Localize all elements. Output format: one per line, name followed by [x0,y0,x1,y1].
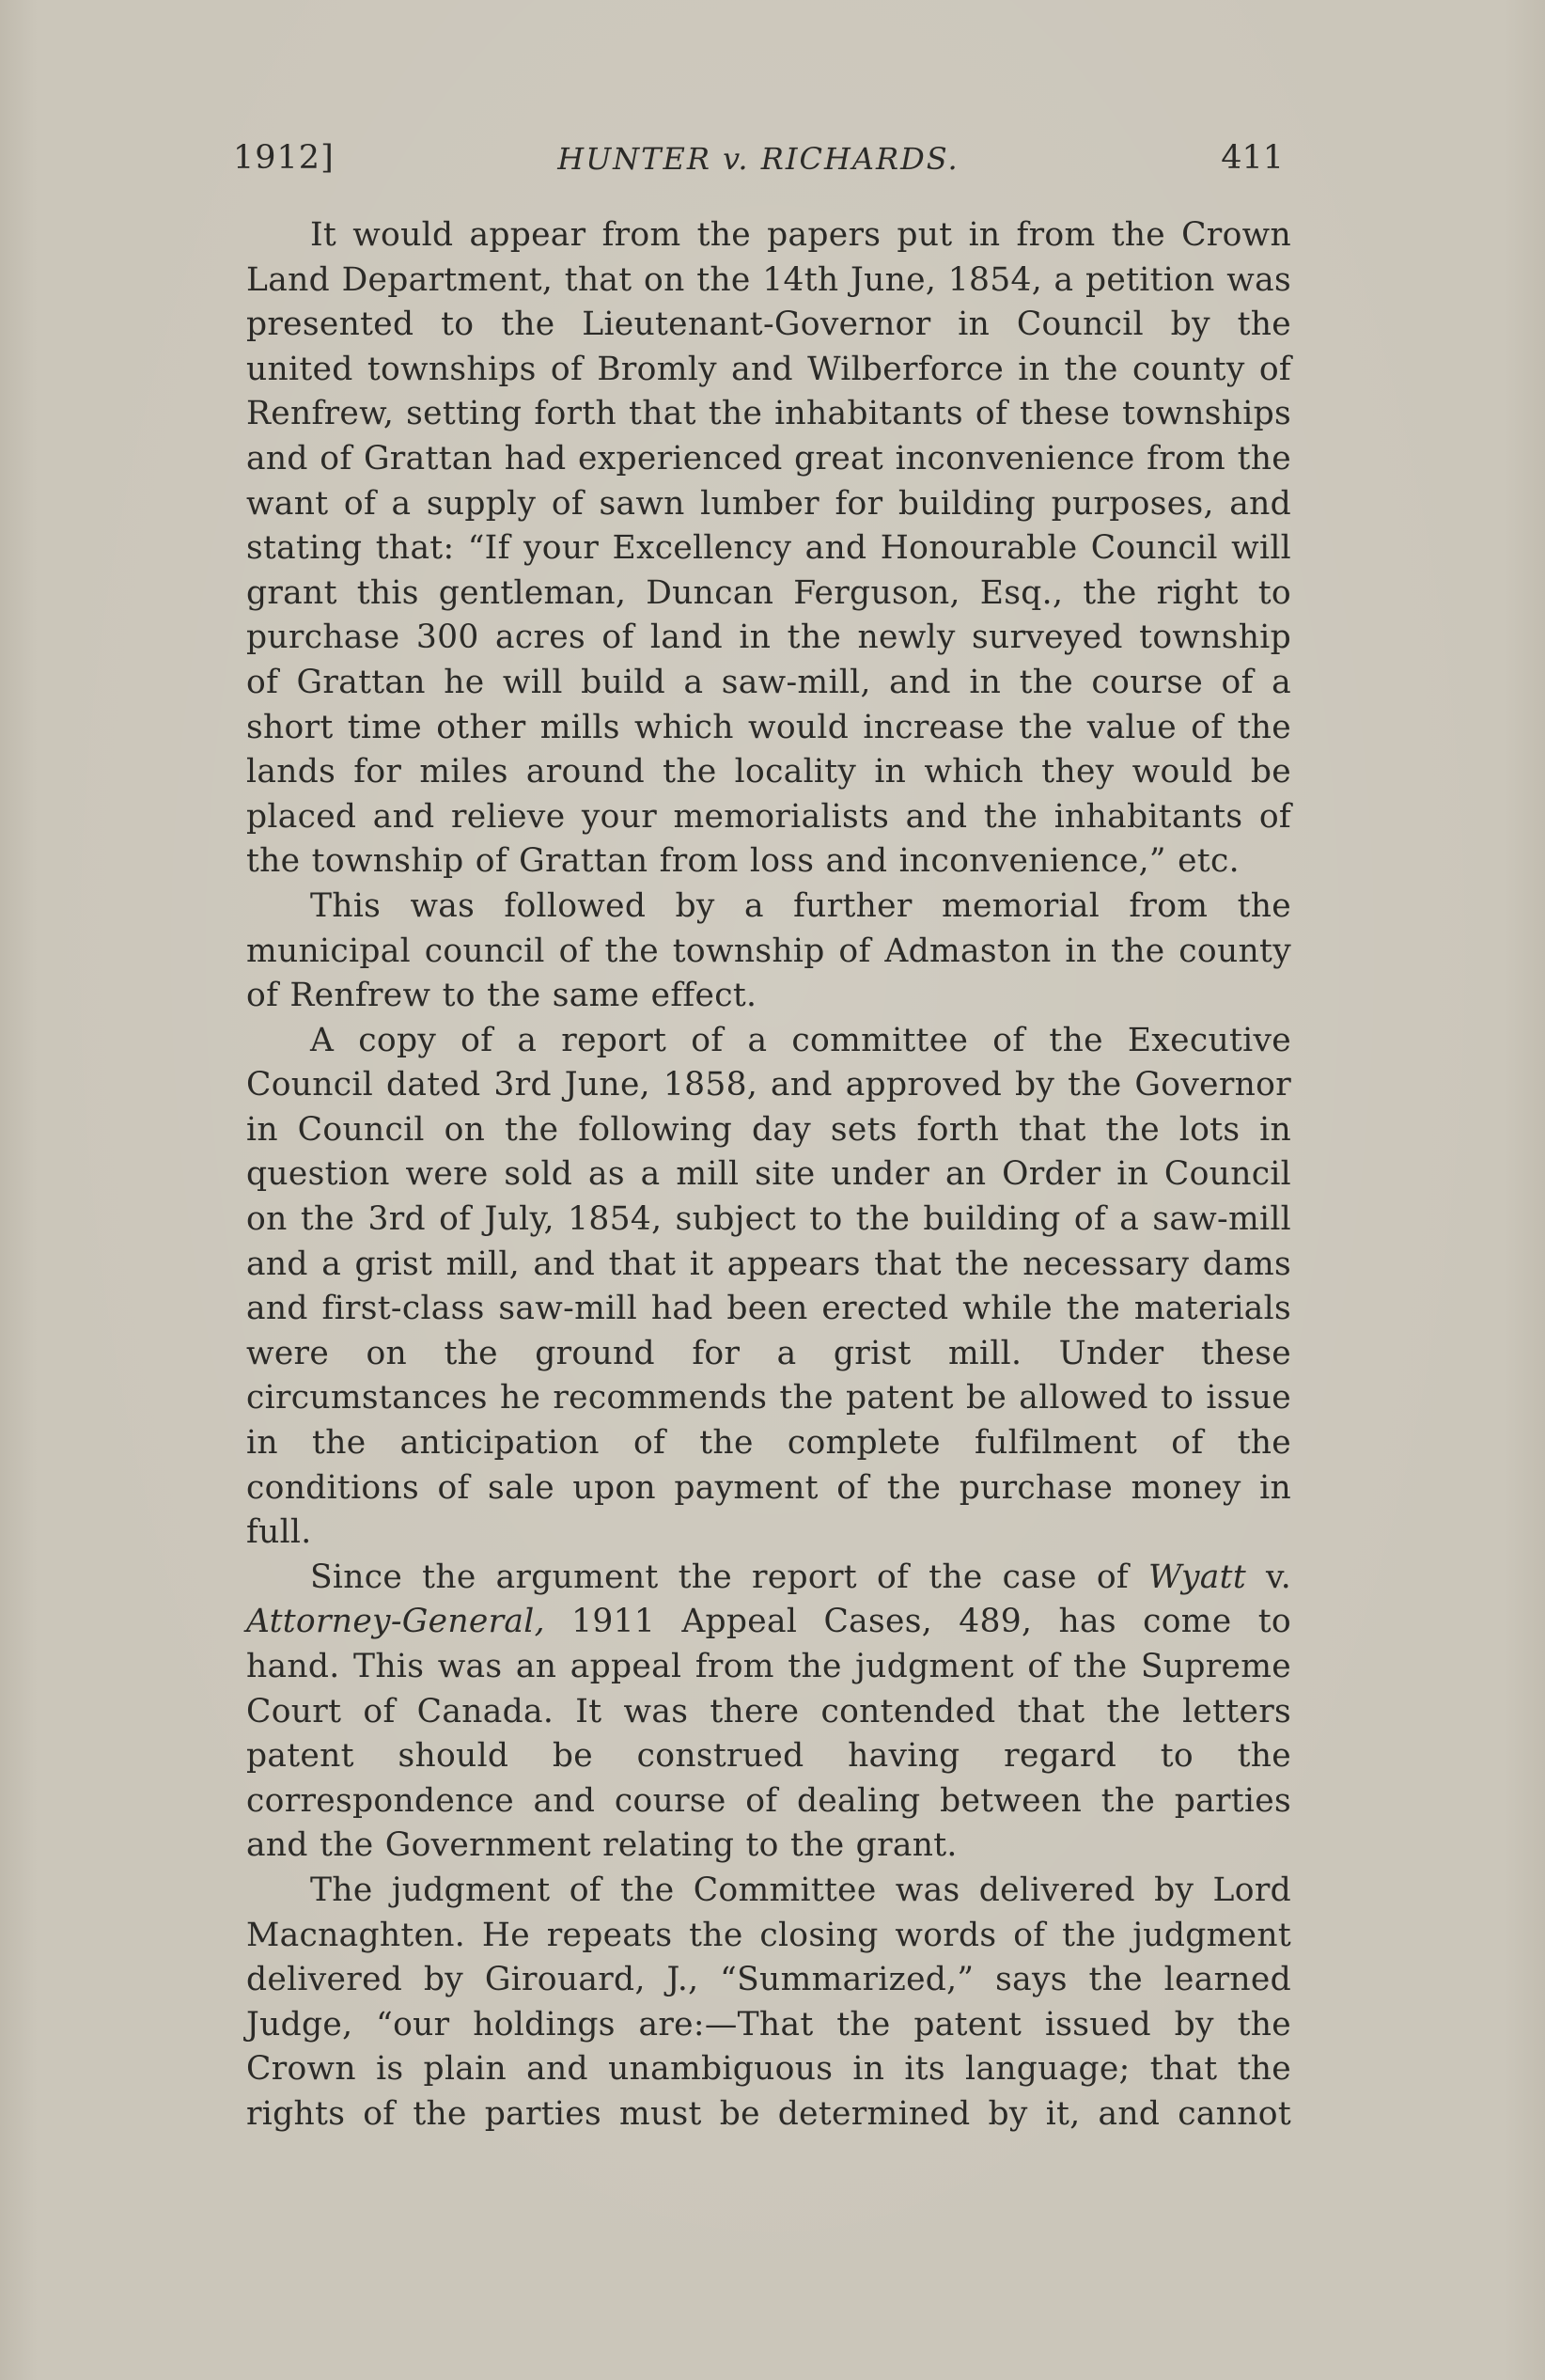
paragraph-5: The judgment of the Committee was delivered by Lord Macnaghten. He repeats the closing words of the judgment delivered by Girouard, J., “Summarized,” says the learned Judge, “our holdings are:—That the patent issued by the Crown is plain and unambiguous in its language; that the rights of the parties must be determined by it, and cannot [246,1871,1291,2133]
body-text [246,213,1291,2137]
running-head-title: HUNTER v. RICHARDS. [557,141,960,177]
paragraph-4 [246,1556,1291,1869]
page-number: 411 [1221,139,1284,177]
paragraph-2: This was followed by a further memorial from the municipal council of the township of Admaston in the county of Renfrew to the same effect. [246,886,1291,1015]
case-name-attorney-general: Attorney-General, [246,1603,545,1641]
paragraph-1: It would appear from the papers put in from the Crown Land Department, that on the 14th June, 1854, a petition was presented to the Lieutenant-Governor in Council by the united townships of Bromly and Wilberforce in the county of Renfrew, setting forth that the inhabitants of these townships and of Grattan had experienced great inconvenience from the want of a supply of sawn lumber for building purposes, and stating that: “If your Excellency and Honourable Council will grant this gentleman, Duncan Ferguson, Esq., the right to purchase 300 acres of land in the newly surveyed township of Grattan he will build a saw-mill, and in the course of a short time other mills which would increase the value of the lands for miles around the locality in which they would be placed and relieve your memorialists and the inhabitants of the township of Grattan from loss and inconvenience,” etc. [246,216,1291,881]
paragraph-4-middle: v. [1246,1558,1291,1596]
running-head [233,139,1284,186]
paragraph-4-before: Since the argument the report of the case of [310,1558,1148,1596]
paragraph-4-after: 1911 Appeal Cases, 489, has come to hand. This was an appeal from the judgment of the Supreme Court of Canada. It was there contended that the letters patent should be construed having regard to the correspondence and course of dealing between the parties and the Government relating to the grant. [246,1603,1291,1865]
case-name-wyatt: Wyatt [1148,1558,1246,1596]
running-head-year: 1912] [233,139,335,177]
paragraph-3: A copy of a report of a committee of the Executive Council dated 3rd June, 1858, and approved by the Governor in Council on the following day sets forth that the lots in question were sold as a mill site under an Order in Council on the 3rd of July, 1854, subject to the building of a saw-mill and a grist mill, and that it appears that the necessary dams and first-class saw-mill had been erected while the materials were on the ground for a grist mill. Under these circumstances he recommends the patent be allowed to issue in the anticipation of the complete fulfilment of the conditions of sale upon payment of the purchase money in full. [246,1021,1291,1552]
